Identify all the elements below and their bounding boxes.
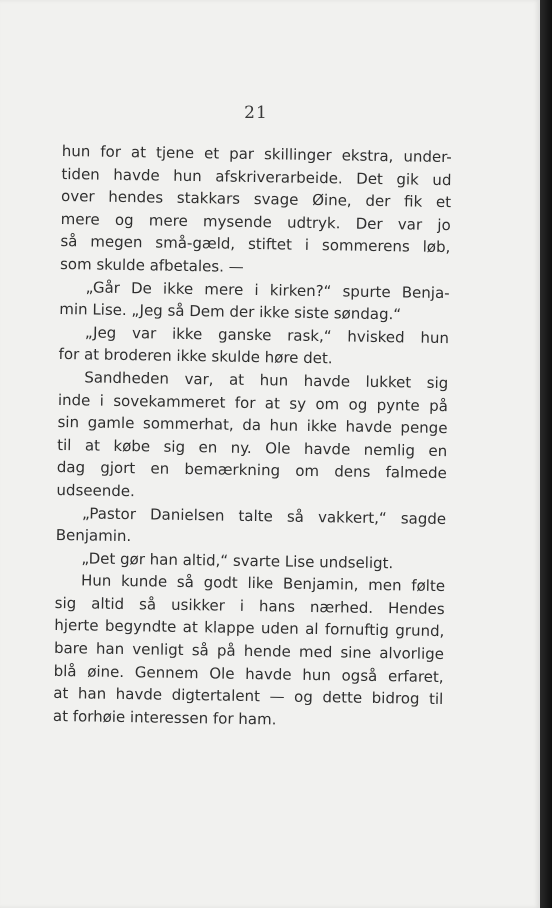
text-line: hjerte begyndte at klappe uden al fornuftig grund, bbox=[54, 616, 445, 641]
text-line: sig altid så usikker i hans nærhed. Hendes bbox=[54, 593, 445, 618]
text-line: til at købe sig en ny. Ole havde nemlig en bbox=[57, 435, 448, 460]
text-line: at forhøie interessen for ham. bbox=[52, 706, 277, 729]
text-line: Benjamin. bbox=[55, 526, 132, 546]
text-line: blå øine. Gennem Ole havde hun også erfaret, bbox=[53, 661, 444, 686]
page-edge-shadow bbox=[540, 0, 552, 908]
text-line: bare han venligt så på hende med sine alvorlige bbox=[53, 639, 445, 664]
text-line: „Går De ikke mere i kirken?“ spurte Benja- bbox=[85, 277, 450, 302]
text-line: „Pastor Danielsen talte så vakkert,“ sagde bbox=[82, 503, 447, 528]
text-line: „Jeg var ikke ganske rask,“ hvisked hun bbox=[84, 323, 450, 347]
text-line: dag gjort en bemærkning om dens falmede bbox=[56, 458, 447, 483]
text-line: over hendes stakkars svage Øine, der fik et bbox=[60, 187, 452, 212]
text-line: „Det gør han altid,“ svarte Lise undseligt. bbox=[81, 549, 394, 572]
text-line: som skulde afbetales. — bbox=[59, 254, 244, 276]
page-number: 21 bbox=[244, 103, 268, 123]
text-line: sin gamle sommerhat, da hun ikke havde penge bbox=[57, 413, 448, 438]
text-line: inde i sovekammeret for at sy om og pynte på bbox=[57, 390, 449, 415]
text-line: at han havde digtertalent — og dette bidrog til bbox=[53, 684, 444, 709]
text-line: mere og mere mysende udtryk. Der var jo bbox=[60, 209, 451, 234]
text-line: hun for at tjene et par skillinger ekstra, under- bbox=[61, 141, 452, 167]
text-line: for at broderen ikke skulde høre det. bbox=[58, 345, 333, 368]
text-line: min Lise. „Jeg så Dem der ikke siste søndag.“ bbox=[59, 300, 402, 324]
body-text bbox=[53, 140, 452, 733]
text-line: tiden havde hun afskriverarbeide. Det gik ud bbox=[61, 164, 452, 189]
text-line: Sandheden var, at hun havde lukket sig bbox=[84, 368, 449, 393]
text-line: Hun kunde så godt like Benjamin, men følte bbox=[80, 571, 446, 596]
text-line: så megen små-gæld, stiftet i sommerens løb, bbox=[60, 232, 451, 257]
text-line: udseende. bbox=[56, 480, 135, 501]
